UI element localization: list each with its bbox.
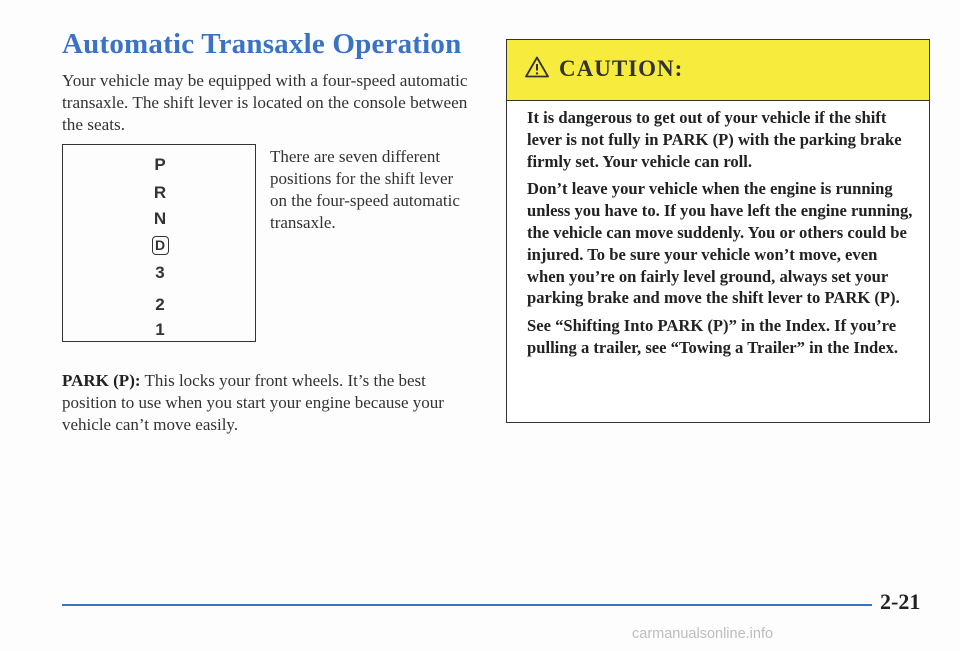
- gear-neutral: N: [153, 209, 167, 228]
- caution-title: CAUTION:: [559, 56, 684, 81]
- page-title: Automatic Transaxle Operation: [62, 28, 462, 60]
- caution-paragraph-2: Don’t leave your vehicle when the engine is running unless you have to. If you have left the engine running, the vehicle can move suddenly. You or others could be injured. To be sure your vehicle won’t move, even when you’re on fairly level ground, always set your parking brake and move the shift lever to PARK (P).: [527, 179, 913, 308]
- park-label: PARK (P):: [62, 371, 141, 390]
- gear-drive: [63, 235, 257, 255]
- gear-park: P: [154, 155, 166, 174]
- page-number: 2-21: [880, 589, 921, 614]
- shift-pattern-diagram: [62, 144, 256, 342]
- footer-rule: [62, 604, 872, 606]
- caution-paragraph-3: See “Shifting Into PARK (P)” in the Index. If you’re pulling a trailer, see “Towing a Trailer” in the Index.: [527, 316, 899, 357]
- gear-second: 2: [155, 295, 165, 314]
- gear-reverse: R: [153, 183, 167, 202]
- caution-header: [507, 40, 929, 101]
- gear-first: 1: [155, 320, 165, 339]
- caution-box: [506, 39, 930, 423]
- park-text: This locks your front wheels. It’s the best position to use when you start your engine because your vehicle can’t move easily.: [62, 371, 444, 434]
- caution-paragraph-1: It is dangerous to get out of your vehicle if the shift lever is not fully in PARK (P) with the parking brake firmly set. Your vehicle can roll.: [527, 108, 902, 171]
- positions-note: There are seven different positions for the shift lever on the four-speed automatic transaxle.: [270, 147, 460, 232]
- caution-body: [507, 101, 929, 359]
- park-paragraph: [62, 370, 482, 436]
- intro-paragraph: Your vehicle may be equipped with a four-speed automatic transaxle. The shift lever is located on the console between the seats.: [62, 71, 468, 134]
- watermark: carmanualsonline.info: [632, 626, 774, 642]
- gear-third: 3: [155, 263, 165, 282]
- gear-drive-boxed: D: [152, 236, 169, 255]
- warning-triangle-icon: [525, 56, 549, 78]
